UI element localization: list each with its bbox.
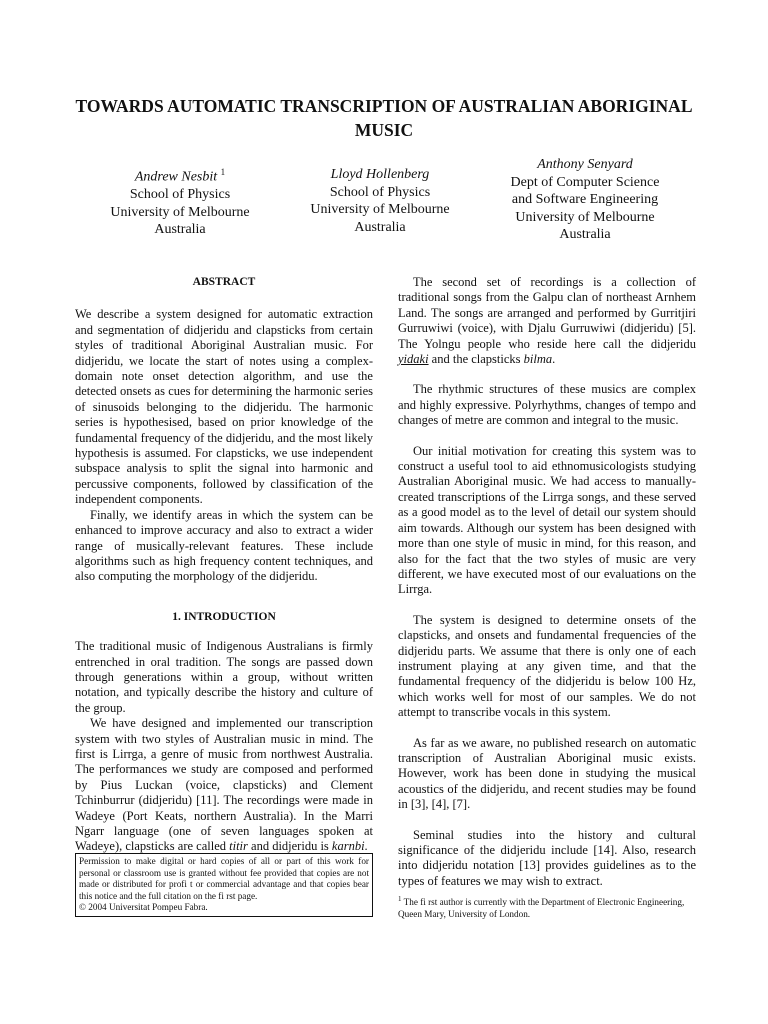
author-3-affil-1: Dept of Computer Science [510, 174, 660, 190]
intro-paragraph-2 [75, 716, 373, 855]
term-karnbi: karnbi [331, 839, 365, 854]
right-column [398, 275, 696, 889]
copyright-text: Permission to make digital or hard copies of all or part of this work for personal or classroom use is granted without fee provided that copies are not made or distributed for profi t or commercial advantage and that copies bear this notice and the full citation on the fi rst page. [79, 856, 369, 901]
term-yidaki: yidaki [398, 352, 429, 367]
intro-p2-text-a: We have designed and implemented our transcription system with two styles of Australian music in mind. The first is Lirrga, a genre of music from northwest Australia. The performances we study are composed and performed by Pius Luckan (voice, clapsticks) and Clement Tchinburrur (didjeridu) [11]. The recordings were made in Wadeye (Port Keats, northern Australia). In the Marri Ngarr language (one of seven languages spoken at Wadeye), clapsticks are called [75, 716, 373, 854]
term-bilma: bilma [523, 352, 553, 367]
abstract-paragraph-2: Finally, we identify areas in which the system can be enhanced to improve accuracy and also to extract a wider range of musically-relevant features. These include algorithms such as high frequency content techniques, and also computing the morphology of the didjeridu. [75, 507, 373, 584]
right-p1-text-a: The second set of recordings is a collection of traditional songs from the Galpu clan of northeast Arnhem Land. The songs are arranged and performed by Gurritjiri Gurruwiwi (voice), with Djalu Gurruwiwi (didjeridu) [5]. The Yolngu people who reside here call the didjeridu [398, 275, 696, 351]
intro-heading: 1. INTRODUCTION [172, 610, 276, 623]
author-1-name: Andrew Nesbit [134, 169, 218, 185]
footnote-mark: 1 [398, 895, 402, 903]
left-column [75, 275, 373, 855]
right-paragraph-3: Our initial motivation for creating this system was to construct a useful tool to aid ethnomusicologists studying Australian Aboriginal music. We had access to manually-created transcriptions of the Lirrga songs, and these served as a good model as to the level of detail our system should aim towards. Although our system has been designed with more than one style of music in mind, for this reason, and also for the fact that the two styles of music are very different, we have executed most of our evaluations on the Lirrga. [398, 443, 696, 597]
right-paragraph-6: Seminal studies into the history and cultural significance of the didjeridu include [14]. Also, research into didjeridu notation [13] provides guidelines as to the types of features we may wish to extract. [398, 827, 696, 888]
author-3-name: Anthony Senyard [537, 157, 633, 172]
author-2-name: Lloyd Hollenberg [330, 167, 430, 182]
intro-paragraph-1: The traditional music of Indigenous Australians is firmly entrenched in oral tradition. The songs are passed down through generations within a group, without written notation, and typically describe the history and culture of the group. [75, 639, 373, 715]
footnote-text: The fi rst author is currently with the Department of Electronic Engineering, Queen Mary, University of London. [398, 897, 685, 920]
right-paragraph-5: As far as we aware, no published research on automatic transcription of Australian Aboriginal music exists. However, work has been done in studying the musical acoustics of the didjeridu, and recent studies may be found in [3], [4], [7]. [398, 735, 696, 812]
right-paragraph-1 [398, 275, 696, 367]
right-p1-text-b: and the clapsticks [428, 352, 524, 367]
author-3-affil-3: University of Melbourne [515, 209, 655, 225]
intro-p2-text-b: and didjeridu is [247, 839, 332, 854]
paper-title: TOWARDS AUTOMATIC TRANSCRIPTION OF AUSTRALIAN ABORIGINAL MUSIC [75, 96, 693, 140]
author-2-affil-2: University of Melbourne [310, 202, 450, 217]
copyright-line: © 2004 Universitat Pompeu Fabra. [79, 902, 208, 913]
author-3 [490, 156, 680, 244]
author-1 [95, 164, 265, 239]
right-p1-text-c: . [552, 352, 556, 367]
intro-p2-text-c: . [364, 839, 368, 854]
author-2 [295, 166, 465, 236]
footnote [398, 893, 698, 920]
term-titir: titir [229, 839, 248, 854]
abstract-paragraph-1: We describe a system designed for automatic extraction and segmentation of didjeridu and clapsticks from certain styles of traditional Aboriginal Australian music. For didjeridu, we locate the start of notes using a complex-domain note onset detection algorithm, and use the detected onsets as cues for determining the harmonic series of sinusoids belonging to the didjeridu. The harmonic series is hypothesised, based on prior knowledge of the fundamental frequency of the didjeridu, and the most likely hypothesis is assumed. For clapsticks, we use independent subspace analysis to split the signal into harmonic and percussive components, followed by classification of the independent components. [75, 307, 373, 507]
author-3-affil-4: Australia [559, 227, 611, 242]
author-1-footnote-mark: 1 [220, 167, 226, 177]
right-paragraph-4: The system is designed to determine onsets of the clapsticks, and onsets and fundamental frequencies of the didjeridu parts. We assume that there is only one of each instrument playing at any given time, and that the fundamental frequency of the didjeridu is below 100 Hz, which works well for most of our samples. We do not attempt to transcribe vocals in this system. [398, 612, 696, 720]
author-1-affil-3: Australia [154, 222, 206, 238]
author-1-affil-1: School of Physics [129, 187, 231, 203]
copyright-box [75, 853, 373, 917]
author-3-affil-2: and Software Engineering [511, 192, 659, 207]
right-paragraph-2: The rhythmic structures of these musics are complex and highly expressive. Polyrhythms, changes of tempo and changes of metre are common and integral to the music. [398, 382, 696, 428]
author-2-affil-1: School of Physics [329, 184, 431, 200]
author-1-affil-2: University of Melbourne [110, 204, 250, 220]
abstract-heading: ABSTRACT [192, 276, 256, 288]
author-2-affil-3: Australia [354, 219, 406, 235]
